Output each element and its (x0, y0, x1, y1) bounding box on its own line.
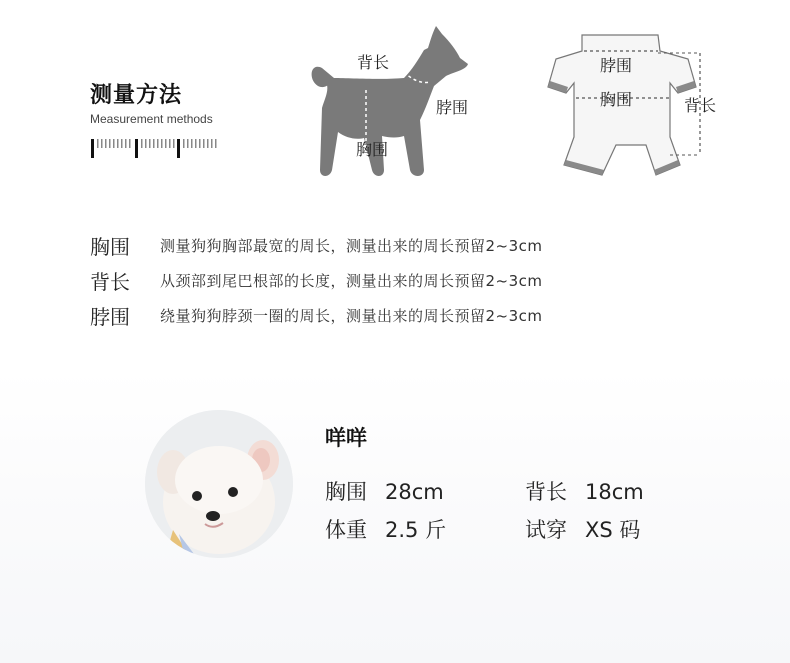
stat-weight (325, 514, 446, 544)
stat-size-value: XS 码 (585, 518, 641, 542)
garment-label-chest: 胸围 (600, 90, 633, 109)
garment-label-back: 背长 (684, 96, 717, 115)
stat-back-label: 背长 (525, 480, 567, 504)
measurement-definitions (90, 228, 543, 333)
dog-label-chest: 胸围 (356, 140, 389, 159)
section-title: 测量方法 (90, 83, 183, 108)
stat-size-label: 试穿 (525, 518, 567, 542)
stat-back-value: 18cm (585, 480, 644, 504)
definition-row (90, 228, 543, 263)
dog-measurement-diagram (300, 20, 490, 190)
stat-chest-value: 28cm (385, 480, 444, 504)
definition-term: 胸围 (90, 235, 130, 259)
garment-label-neck: 脖围 (600, 56, 633, 75)
definition-desc: 测量狗狗胸部最宽的周长，测量出来的周长预留2~3cm (160, 237, 543, 255)
definition-term: 背长 (90, 270, 130, 294)
definition-row (90, 298, 543, 333)
ruler-icon (91, 136, 221, 158)
definition-term: 脖围 (90, 305, 130, 329)
stat-chest-label: 胸围 (325, 480, 367, 504)
definition-row (90, 263, 543, 298)
stat-weight-value: 2.5 斤 (385, 518, 447, 542)
stat-weight-label: 体重 (325, 518, 367, 542)
pet-name: 咩咩 (325, 426, 367, 450)
stat-back (525, 476, 644, 506)
stat-chest (325, 476, 444, 506)
dog-label-neck: 脖围 (436, 98, 469, 117)
stat-size (525, 514, 640, 544)
definition-desc: 绕量狗狗脖颈一圈的周长，测量出来的周长预留2~3cm (160, 307, 543, 325)
dog-label-back: 背长 (357, 53, 390, 72)
pet-avatar (145, 410, 293, 558)
section-subtitle: Measurement methods (90, 112, 213, 126)
dog-photo-icon (145, 410, 293, 558)
garment-measurement-diagram (540, 25, 730, 185)
definition-desc: 从颈部到尾巴根部的长度，测量出来的周长预留2~3cm (160, 272, 543, 290)
